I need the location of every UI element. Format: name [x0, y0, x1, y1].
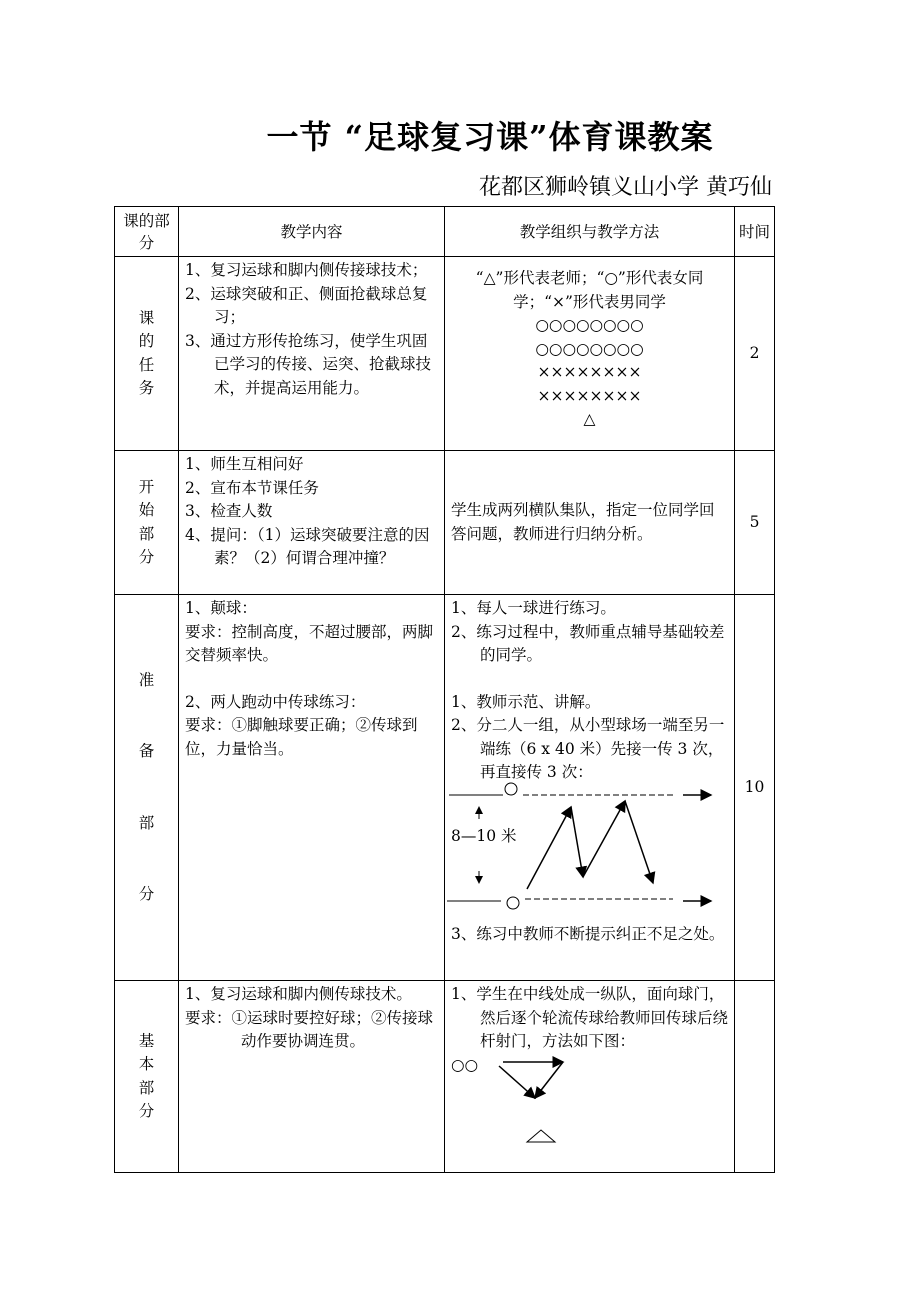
- text-line: 2、两人跑动中传球练习：: [185, 692, 366, 711]
- list-item: 1、复习运球和脚内侧传接球技术；: [185, 261, 428, 279]
- text-line: 要求：①脚触球要正确；②传球到位，力量恰当。: [185, 716, 418, 758]
- shoot-path-diagram: [491, 1054, 671, 1146]
- header-method: 教学组织与教学方法: [445, 207, 735, 257]
- section-label-warmup: 准 备 部 分: [115, 595, 179, 981]
- list-item: 3、通过方形传抢练习，使学生巩固已学习的传接、运突、抢截球技术，并提高运用能力。: [185, 331, 432, 397]
- header-part: 课的部分: [115, 207, 179, 257]
- zigzag-pass-diagram: [447, 781, 723, 919]
- time-value: 2: [735, 257, 775, 451]
- list-item: 3、检查人数: [185, 502, 273, 520]
- symbol-legend: “△”形代表老师；“○”形代表女同学；“×”形代表男同学: [475, 269, 704, 311]
- distance-label: 8—10 米: [451, 826, 517, 845]
- student-circles: ○○: [451, 1055, 479, 1074]
- task-content: [179, 257, 445, 451]
- formation-line: ××××××××: [537, 363, 642, 381]
- section-label-task: 课 的 任 务: [115, 257, 179, 451]
- row-start: [115, 451, 775, 595]
- list-item: 2、运球突破和正、侧面抢截球总复习；: [185, 284, 428, 326]
- header-row: [115, 207, 775, 257]
- main-method: [445, 981, 735, 1173]
- list-item: 2、宣布本节课任务: [185, 478, 319, 497]
- formation-line: ○○○○○○○○: [535, 316, 644, 334]
- row-warmup: [115, 595, 775, 981]
- time-value: [735, 981, 775, 1173]
- formation-line: ○○○○○○○○: [535, 339, 644, 358]
- list-item: 1、教师示范、讲解。: [451, 692, 601, 711]
- section-label-main: 基 本 部 分: [115, 981, 179, 1173]
- row-task: [115, 257, 775, 451]
- passing-drill-diagram: [451, 785, 728, 923]
- teacher-symbol: △: [583, 410, 596, 428]
- list-item: 1、复习运球和脚内侧传球技术。: [185, 985, 412, 1003]
- formation-line: ××××××××: [537, 386, 642, 405]
- list-item: 2、练习过程中，教师重点辅导基础较差的同学。: [451, 622, 725, 664]
- warmup-method: [445, 595, 735, 981]
- header-time: 时间: [735, 207, 775, 257]
- list-item: 1、学生在中线处成一纵队，面向球门，然后逐个轮流传球给教师回传球后绕杆射门，方法如下图：: [451, 985, 729, 1050]
- text-line: 1、颠球：: [185, 599, 257, 617]
- time-value: 10: [735, 595, 775, 981]
- task-method: [445, 257, 735, 451]
- start-method: 学生成两列横队集队，指定一位同学回答问题，教师进行归纳分析。: [445, 451, 735, 595]
- main-content: [179, 981, 445, 1173]
- list-item: 1、师生互相问好: [185, 455, 304, 473]
- header-content: 教学内容: [179, 207, 445, 257]
- page-title: 一节 “足球复习课”体育课教案: [266, 118, 714, 156]
- time-value: 5: [735, 451, 775, 595]
- row-main: [115, 981, 775, 1173]
- lesson-plan-table: [114, 206, 775, 1173]
- author-line: 花都区狮岭镇义山小学 黄巧仙: [479, 175, 772, 200]
- shooting-drill-diagram: [451, 1054, 728, 1146]
- list-item: 2、分二人一组，从小型球场一端至另一端练（6 x 40 米）先接一传 3 次，再直接传 3 次：: [451, 716, 725, 781]
- start-content: [179, 451, 445, 595]
- text-line: 要求：①运球时要控好球；②传接球动作要协调连贯。: [185, 1008, 434, 1050]
- text-line: 要求：控制高度，不超过腰部，两脚交替频率快。: [185, 622, 434, 664]
- section-label-start: 开 始 部 分: [115, 451, 179, 595]
- text-line: 3、练习中教师不断提示纠正不足之处。: [451, 924, 725, 943]
- list-item: 1、每人一球进行练习。: [451, 599, 616, 617]
- warmup-content: [179, 595, 445, 981]
- list-item: 4、提问：（1）运球突破要注意的因素？（2）何谓合理冲撞？: [185, 525, 430, 567]
